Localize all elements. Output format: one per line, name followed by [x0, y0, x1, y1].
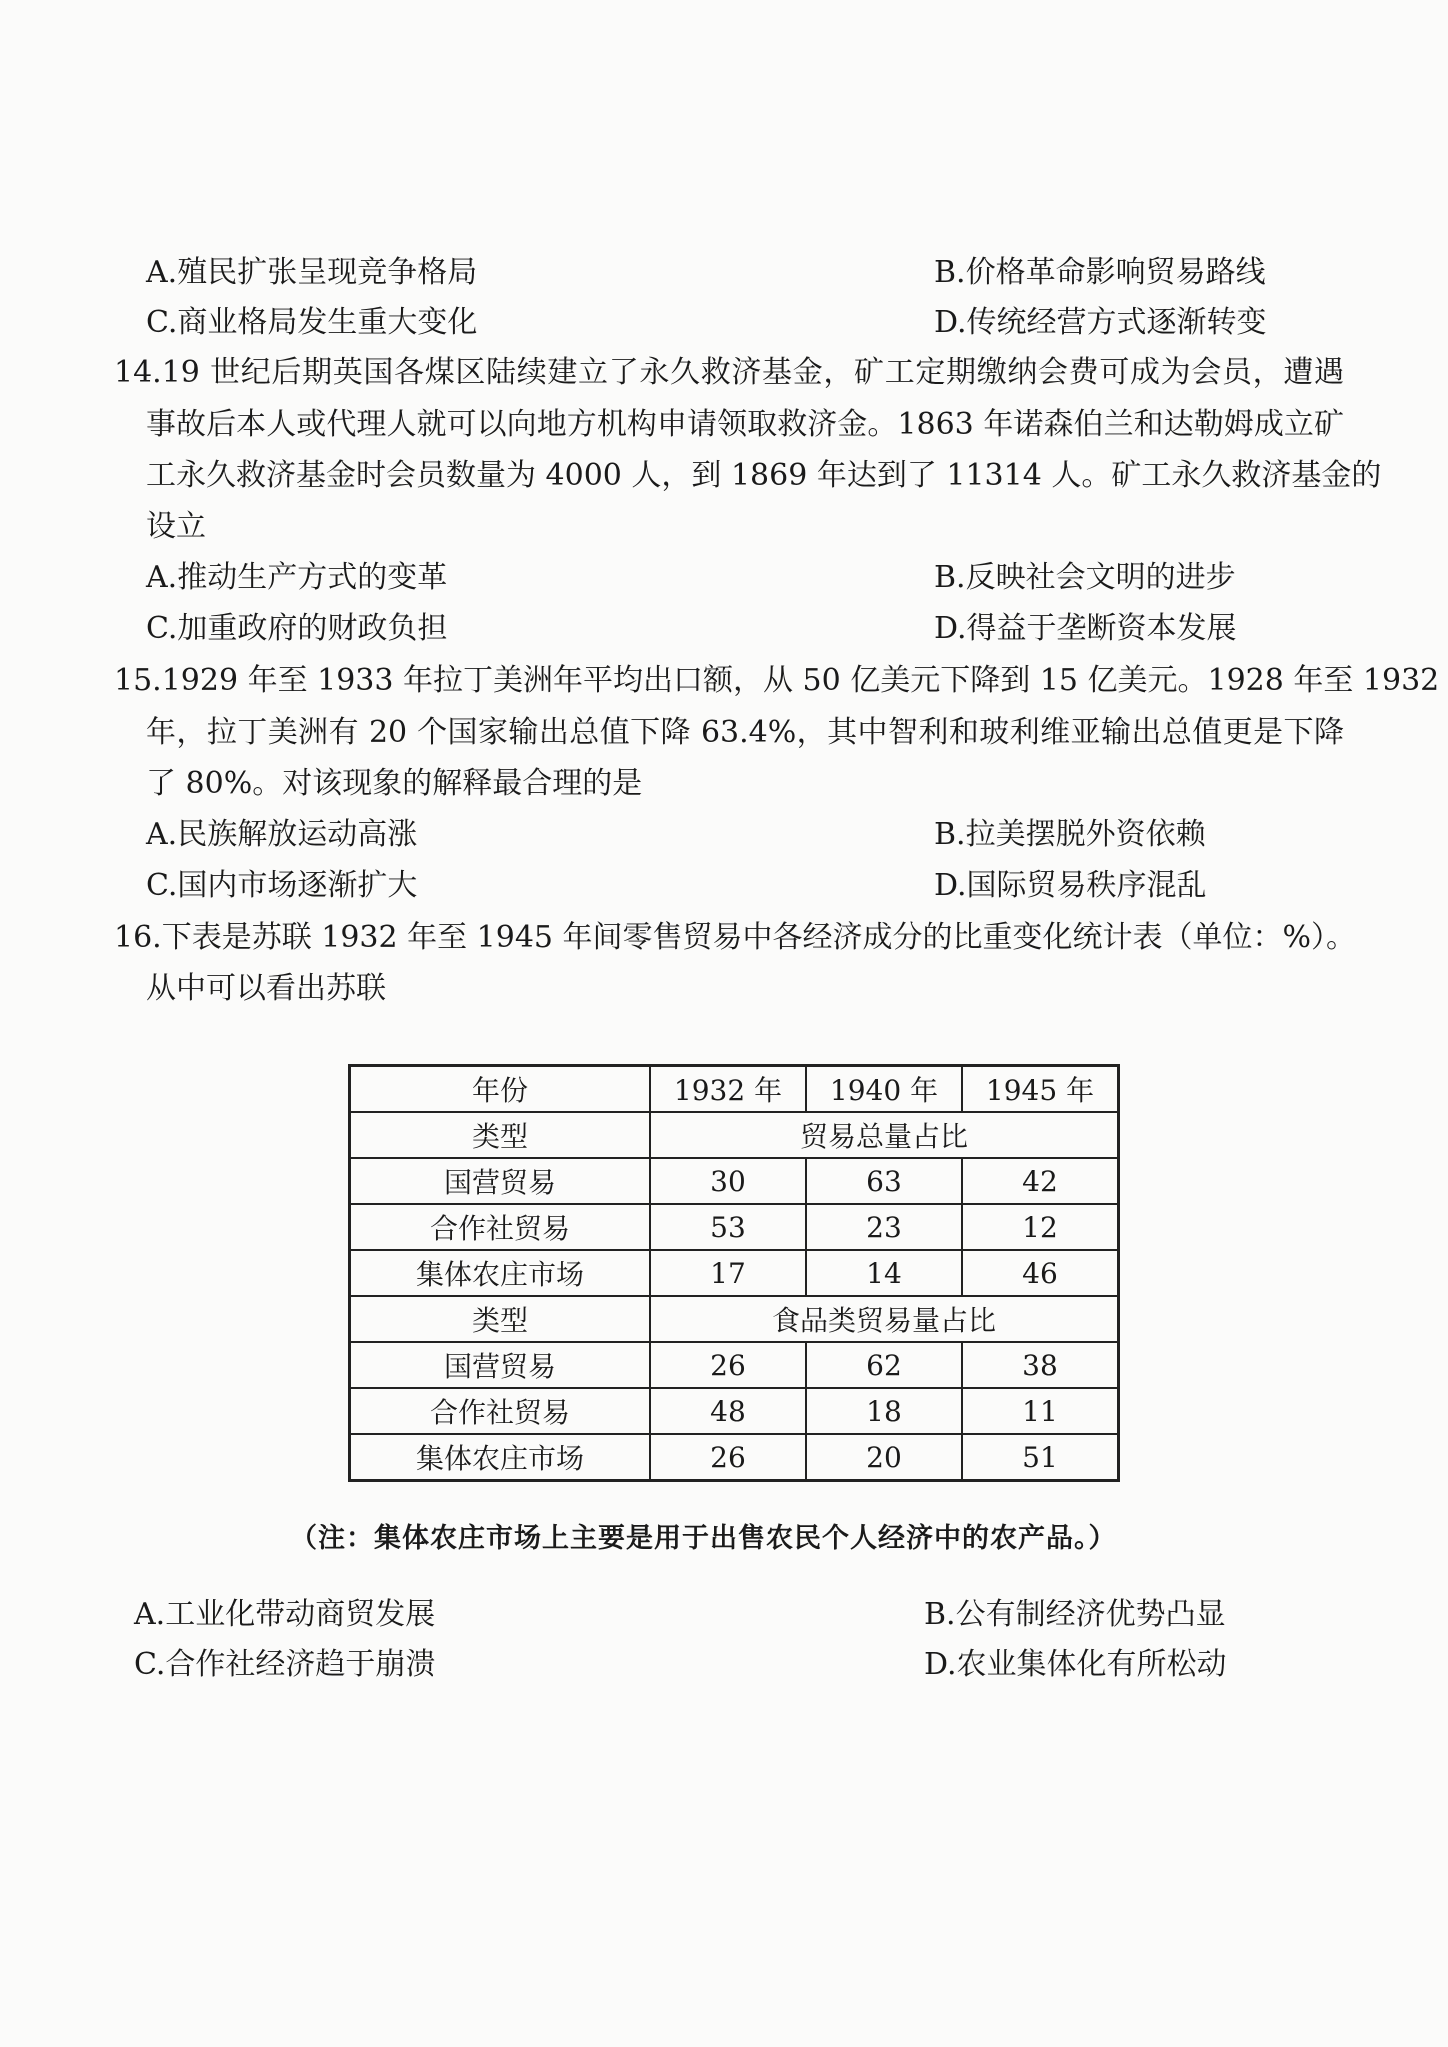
q13-option-b: B.价格革命影响贸易路线	[934, 255, 1266, 290]
row-label: 合作社贸易	[350, 1204, 651, 1250]
q14-option-c: C.加重政府的财政负担	[146, 611, 448, 646]
q16-option-a: A.工业化带动商贸发展	[134, 1597, 436, 1632]
row-label: 集体农庄市场	[350, 1250, 651, 1296]
q15-stem-line-2: 年，拉丁美洲有 20 个国家输出总值下降 63.4%，其中智利和玻利维亚输出总值更是下降	[146, 715, 1344, 750]
section-1-type-label: 类型	[350, 1112, 651, 1158]
cell-1945: 11	[962, 1388, 1119, 1434]
row-label: 国营贸易	[350, 1158, 651, 1204]
section-2-type-label: 类型	[350, 1296, 651, 1342]
row-label: 集体农庄市场	[350, 1434, 651, 1481]
cell-1932: 53	[650, 1204, 806, 1250]
table-header-row	[350, 1066, 1119, 1113]
q14-option-b: B.反映社会文明的进步	[934, 560, 1236, 595]
header-1945: 1945 年	[962, 1066, 1119, 1113]
cell-1940: 63	[806, 1158, 962, 1204]
q14-stem-line-4: 设立	[146, 509, 206, 544]
q16-option-d: D.农业集体化有所松动	[924, 1647, 1227, 1682]
cell-1940: 18	[806, 1388, 962, 1434]
table-row	[350, 1204, 1119, 1250]
q15-stem-line-3: 了 80%。对该现象的解释最合理的是	[146, 766, 643, 801]
header-1940: 1940 年	[806, 1066, 962, 1113]
q14-stem-line-3: 工永久救济基金时会员数量为 4000 人，到 1869 年达到了 11314 人。矿工永久救济基金的	[146, 458, 1382, 493]
table-row	[350, 1250, 1119, 1296]
q15-stem-line-1: 15.1929 年至 1933 年拉丁美洲年平均出口额，从 50 亿美元下降到 15 亿美元。1928 年至 1932	[114, 663, 1440, 698]
q16-stem-line-1: 16.下表是苏联 1932 年至 1945 年间零售贸易中各经济成分的比重变化统计表（单位：%）。	[114, 920, 1357, 955]
q13-option-a: A.殖民扩张呈现竞争格局	[146, 255, 478, 290]
cell-1940: 14	[806, 1250, 962, 1296]
q16-option-c: C.合作社经济趋于崩溃	[134, 1647, 436, 1682]
table-note: （注：集体农庄市场上主要是用于出售农民个人经济中的农产品。）	[290, 1523, 1117, 1554]
cell-1945: 12	[962, 1204, 1119, 1250]
header-1932: 1932 年	[650, 1066, 806, 1113]
section-1-title: 贸易总量占比	[650, 1112, 1119, 1158]
q13-option-d: D.传统经营方式逐渐转变	[934, 305, 1267, 340]
q13-option-c: C.商业格局发生重大变化	[146, 305, 478, 340]
cell-1940: 23	[806, 1204, 962, 1250]
section-1-header-row	[350, 1112, 1119, 1158]
q16-option-b: B.公有制经济优势凸显	[924, 1597, 1226, 1632]
cell-1932: 26	[650, 1434, 806, 1481]
q14-option-a: A.推动生产方式的变革	[146, 560, 448, 595]
q16-stem-line-2: 从中可以看出苏联	[146, 971, 386, 1006]
q14-stem-line-1: 14.19 世纪后期英国各煤区陆续建立了永久救济基金，矿工定期缴纳会费可成为会员，遭遇	[114, 355, 1344, 390]
cell-1932: 30	[650, 1158, 806, 1204]
section-2-header-row	[350, 1296, 1119, 1342]
section-2-title: 食品类贸易量占比	[650, 1296, 1119, 1342]
q15-option-a: A.民族解放运动高涨	[146, 817, 418, 852]
row-label: 合作社贸易	[350, 1388, 651, 1434]
q15-option-b: B.拉美摆脱外资依赖	[934, 817, 1206, 852]
q14-stem-line-2: 事故后本人或代理人就可以向地方机构申请领取救济金。1863 年诺森伯兰和达勒姆成立矿	[146, 407, 1344, 442]
cell-1945: 38	[962, 1342, 1119, 1388]
table-row	[350, 1388, 1119, 1434]
table-row	[350, 1434, 1119, 1481]
cell-1932: 17	[650, 1250, 806, 1296]
cell-1945: 46	[962, 1250, 1119, 1296]
cell-1932: 26	[650, 1342, 806, 1388]
q14-option-d: D.得益于垄断资本发展	[934, 611, 1237, 646]
cell-1945: 42	[962, 1158, 1119, 1204]
q15-option-c: C.国内市场逐渐扩大	[146, 868, 418, 903]
statistics-table	[348, 1064, 1120, 1482]
cell-1932: 48	[650, 1388, 806, 1434]
cell-1940: 20	[806, 1434, 962, 1481]
cell-1940: 62	[806, 1342, 962, 1388]
header-year: 年份	[350, 1066, 651, 1113]
row-label: 国营贸易	[350, 1342, 651, 1388]
table-row	[350, 1158, 1119, 1204]
cell-1945: 51	[962, 1434, 1119, 1481]
q15-option-d: D.国际贸易秩序混乱	[934, 868, 1207, 903]
table-row	[350, 1342, 1119, 1388]
